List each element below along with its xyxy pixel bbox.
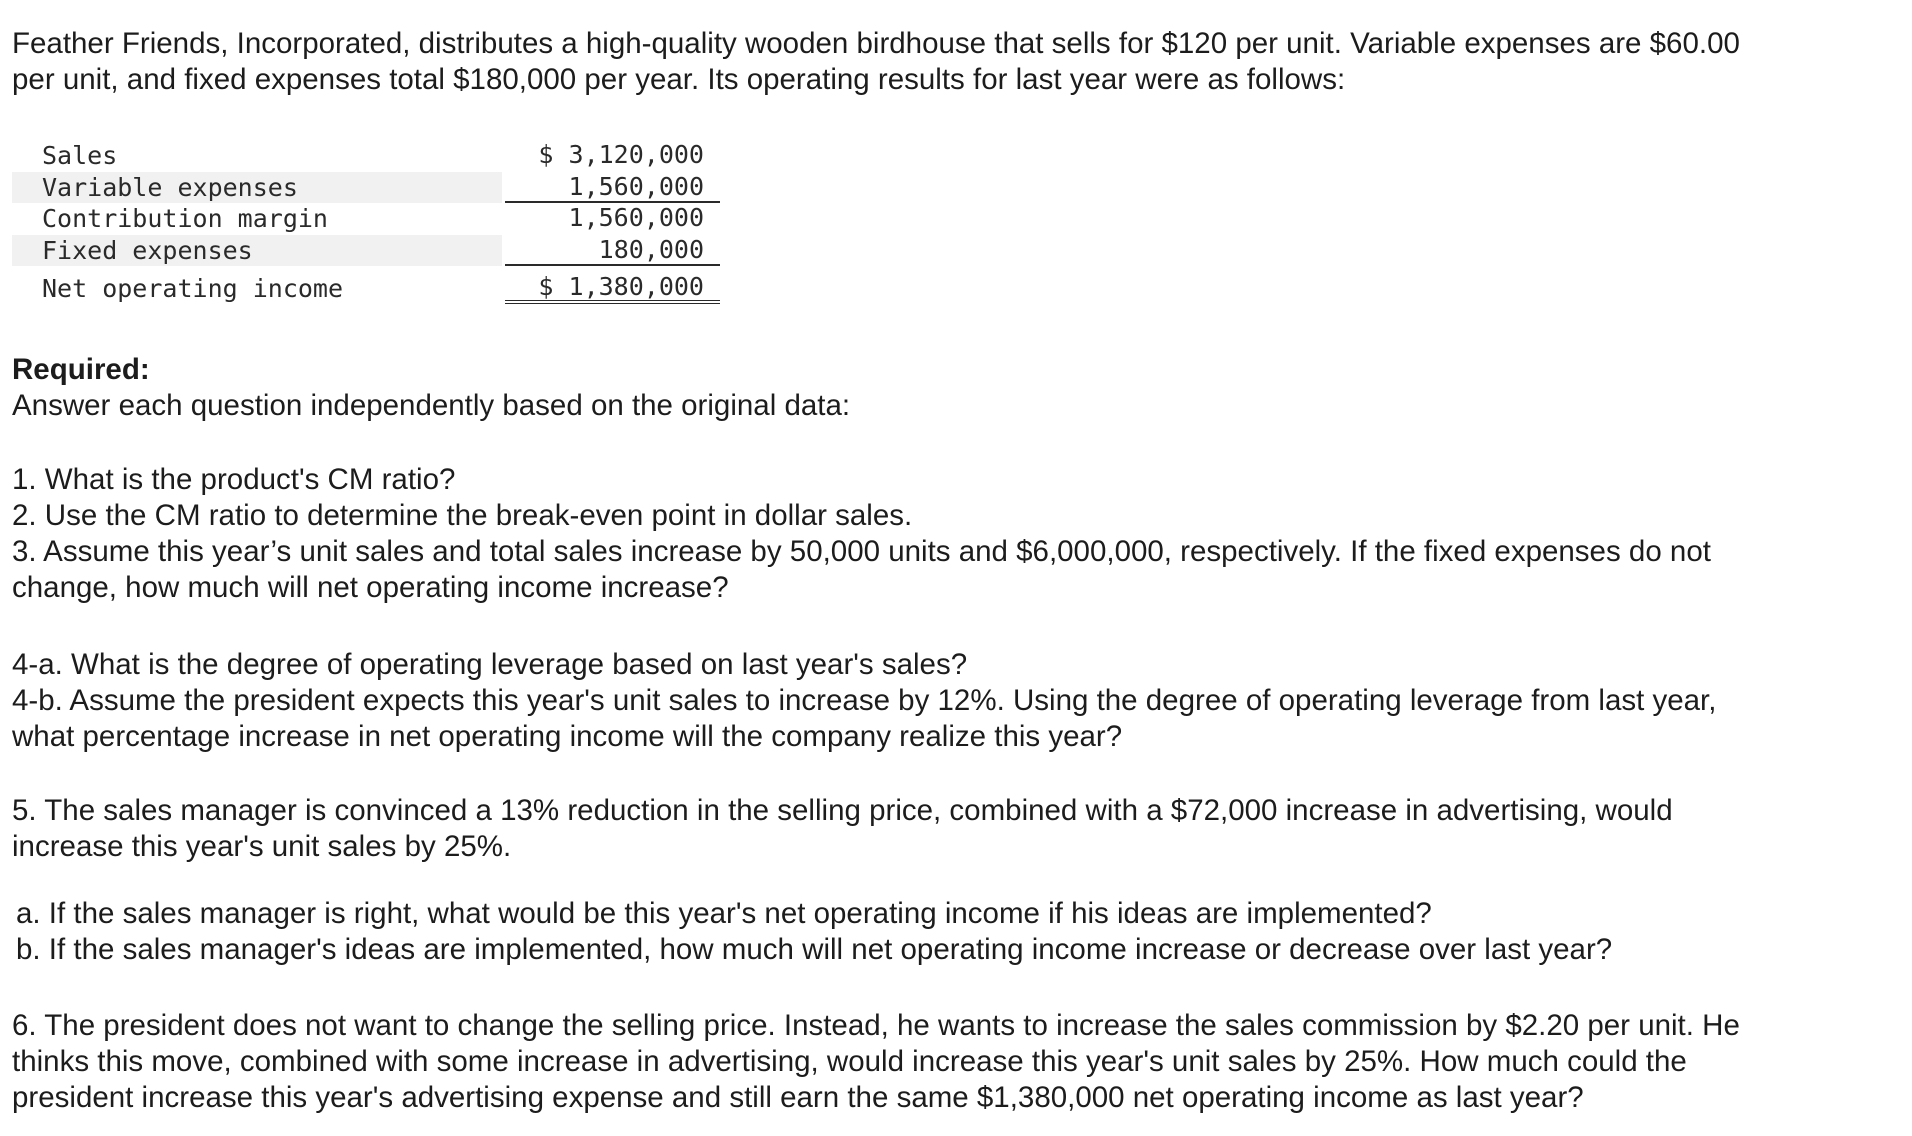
question-line: 4-a. What is the degree of operating leverage based on last year's sales? [12,648,968,681]
row-label: Net operating income [42,274,344,303]
required-subtitle: Answer each question independently based on the original data: [12,389,851,422]
question-line: change, how much will net operating income increase? [12,571,729,604]
questions-1-3 [12,462,1892,606]
question-6 [12,1008,1892,1116]
question-line: 3. Assume this year’s unit sales and total sales increase by 50,000 units and $6,000,000, respectively. If the fixed expenses do not [12,535,1711,568]
row-label: Sales [42,141,118,170]
question-line: increase this year's unit sales by 25%. [12,830,512,863]
question-line: a. If the sales manager is right, what would be this year's net operating income if his ideas are implemented? [16,897,1432,930]
row-label: Fixed expenses [42,235,253,265]
table-row-net-operating-income [12,266,720,304]
question-line: president increase this year's advertising expense and still earn the same $1,380,000 net operating income as last year? [12,1081,1584,1114]
question-line: thinks this move, combined with some increase in advertising, would increase this year's unit sales by 25%. How much could the [12,1045,1687,1078]
question-line: b. If the sales manager's ideas are implemented, how much will net operating income increase or decrease over last year? [16,933,1613,966]
income-statement-table [12,140,720,304]
row-value: 1,560,000 [568,203,704,232]
table-row-contribution-margin [12,203,720,235]
question-line: 4-b. Assume the president expects this year's unit sales to increase by 12%. Using the degree of operating leverage from last year, [12,684,1717,717]
required-heading: Required: [12,353,150,386]
intro-line: per unit, and fixed expenses total $180,000 per year. Its operating results for last year were as follows: [12,63,1346,96]
intro-paragraph [12,26,1892,98]
row-value: $ 3,120,000 [538,140,704,169]
table-row-variable-expenses [12,172,720,204]
question-line: 6. The president does not want to change the selling price. Instead, he wants to increase the sales commission by $2.20 per unit. He [12,1009,1740,1042]
question-line: what percentage increase in net operating income will the company realize this year? [12,720,1123,753]
question-5-parts [16,896,1896,968]
question-line: 1. What is the product's CM ratio? [12,463,456,496]
table-row-sales [12,140,720,172]
question-line: 2. Use the CM ratio to determine the break-even point in dollar sales. [12,499,913,532]
question-5 [12,793,1892,865]
table-row-fixed-expenses [12,235,720,267]
question-line: 5. The sales manager is convinced a 13% reduction in the selling price, combined with a $72,000 increase in advertising, would [12,794,1673,827]
row-value: 180,000 [505,235,720,267]
row-label: Contribution margin [42,204,328,233]
row-label: Variable expenses [42,172,298,202]
intro-line: Feather Friends, Incorporated, distributes a high-quality wooden birdhouse that sells for $120 per unit. Variable expenses are $60.00 [12,27,1740,60]
row-value: $ 1,380,000 [505,272,720,304]
row-value: 1,560,000 [505,172,720,204]
question-4 [12,647,1892,755]
